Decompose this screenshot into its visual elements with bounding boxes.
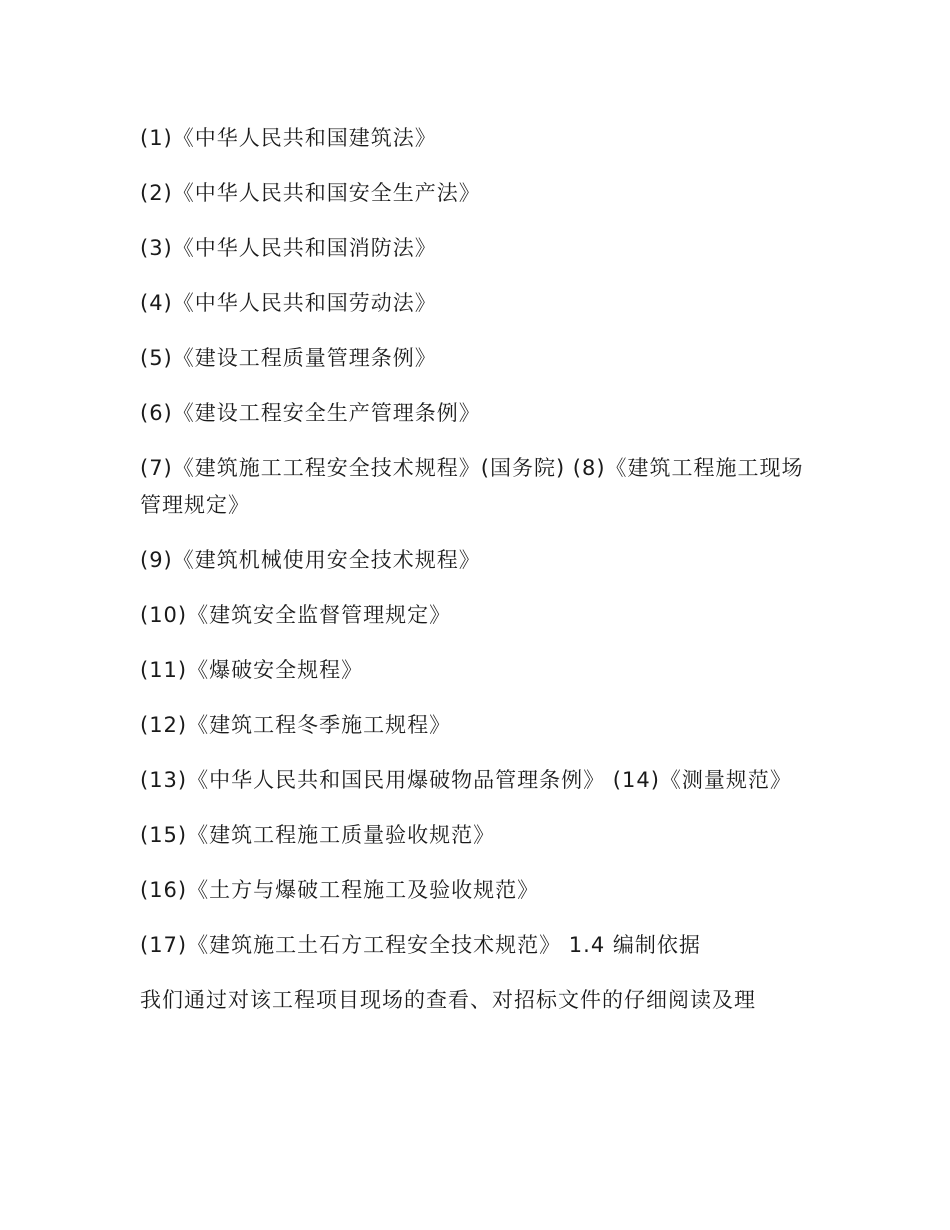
paragraph: (3)《中华人民共和国消防法》 [140, 236, 437, 260]
paragraph: (7)《建筑施工工程安全技术规程》(国务院) (8)《建筑工程施工现场管理规定》 [140, 456, 804, 517]
paragraph: (13)《中华人民共和国民用爆破物品管理条例》 (14)《测量规范》 [140, 768, 792, 792]
paragraph: (15)《建筑工程施工质量验收规范》 [140, 823, 496, 847]
paragraph: (2)《中华人民共和国安全生产法》 [140, 181, 481, 205]
paragraph: (1)《中华人民共和国建筑法》 [140, 126, 437, 150]
paragraph: (11)《爆破安全规程》 [140, 658, 364, 682]
paragraph: (17)《建筑施工土石方工程安全技术规范》 1.4 编制依据 [140, 933, 701, 957]
document-body [140, 120, 820, 1019]
paragraph: (10)《建筑安全监督管理规定》 [140, 603, 452, 627]
paragraph: (6)《建设工程安全生产管理条例》 [140, 401, 481, 425]
paragraph: (5)《建设工程质量管理条例》 [140, 346, 437, 370]
paragraph: (16)《土方与爆破工程施工及验收规范》 [140, 878, 540, 902]
paragraph: 我们通过对该工程项目现场的查看、对招标文件的仔细阅读及理 [140, 988, 756, 1012]
paragraph: (4)《中华人民共和国劳动法》 [140, 291, 437, 315]
paragraph: (9)《建筑机械使用安全技术规程》 [140, 548, 481, 572]
paragraph: (12)《建筑工程冬季施工规程》 [140, 713, 452, 737]
